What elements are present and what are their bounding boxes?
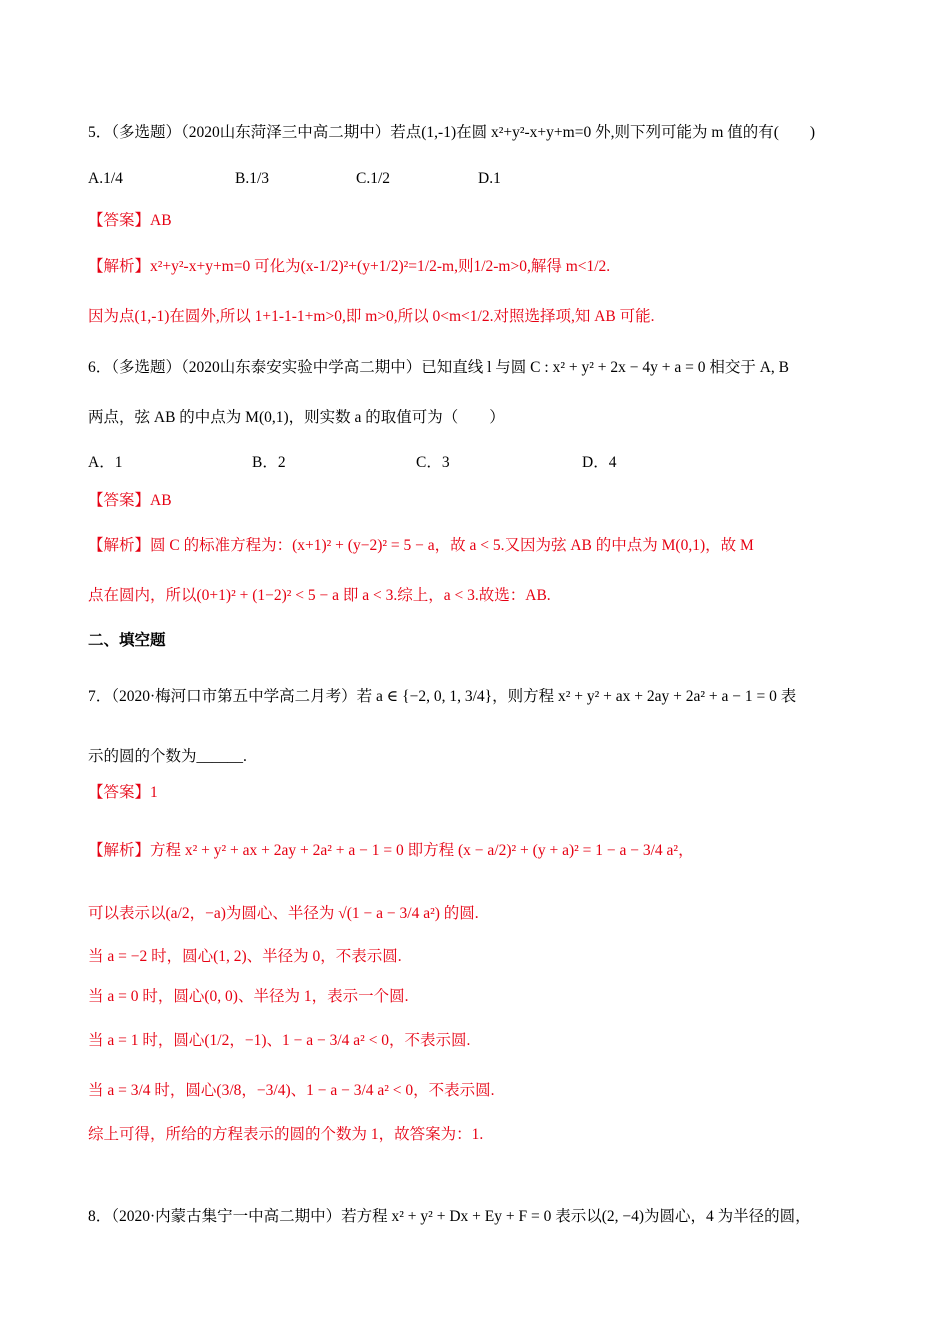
problem-5-analysis-2: 因为点(1,-1)在圆外,所以 1+1-1-1+m>0,即 m>0,所以 0<m<1/2.对照选择项,知 AB 可能. bbox=[88, 308, 655, 325]
problem-6-stem-1: 6．（多选题）（2020山东泰安实验中学高二期中）已知直线 l 与圆 C : x² + y² + 2x − 4y + a = 0 相交于 A, B bbox=[88, 359, 789, 376]
problem-5-answer: 【答案】AB bbox=[88, 212, 172, 229]
problem-7-conclusion: 综上可得，所给的方程表示的圆的个数为 1，故答案为：1. bbox=[88, 1126, 484, 1143]
problem-7-stem-1: 7．（2020·梅河口市第五中学高二月考）若 a ∈ {−2, 0, 1, 3/4}，则方程 x² + y² + ax + 2ay + 2a² + a − 1 = 0 表 bbox=[88, 688, 797, 705]
problem-7-case-4: 当 a = 3/4 时，圆心(3/8，−3/4)、1 − a − 3/4 a² < 0，不表示圆. bbox=[88, 1082, 495, 1099]
problem-7-case-1: 当 a = −2 时，圆心(1, 2)、半径为 0，不表示圆. bbox=[88, 948, 402, 965]
problem-6-option-a: A．1 bbox=[88, 454, 123, 471]
problem-6-stem-2: 两点，弦 AB 的中点为 M(0,1)，则实数 a 的取值可为（ ） bbox=[88, 409, 505, 426]
problem-7-case-3: 当 a = 1 时，圆心(1/2，−1)、1 − a − 3/4 a² < 0，不表示圆. bbox=[88, 1032, 471, 1049]
problem-7-case-2: 当 a = 0 时，圆心(0, 0)、半径为 1，表示一个圆. bbox=[88, 988, 409, 1005]
problem-7-analysis-2: 可以表示以(a/2，−a)为圆心、半径为 √(1 − a − 3/4 a²) 的圆. bbox=[88, 905, 479, 922]
problem-7-stem-2: 示的圆的个数为______. bbox=[88, 748, 247, 765]
problem-5-option-c: C.1/2 bbox=[356, 170, 391, 187]
problem-5-option-b: B.1/3 bbox=[235, 170, 270, 187]
section-heading: 二、填空题 bbox=[88, 632, 166, 649]
problem-5-stem: 5．（多选题）（2020山东菏泽三中高二期中）若点(1,-1)在圆 x²+y²-x+y+m=0 外,则下列可能为 m 值的有( ) bbox=[88, 124, 816, 141]
problem-5-option-a: A.1/4 bbox=[88, 170, 123, 187]
problem-6-option-c: C．3 bbox=[416, 454, 450, 471]
problem-6-option-d: D．4 bbox=[582, 454, 617, 471]
problem-6-analysis-1: 【解析】圆 C 的标准方程为：(x+1)² + (y−2)² = 5 − a，故 a < 5.又因为弦 AB 的中点为 M(0,1)，故 M bbox=[88, 537, 754, 554]
problem-6-answer: 【答案】AB bbox=[88, 492, 172, 509]
problem-7-analysis-1: 【解析】方程 x² + y² + ax + 2ay + 2a² + a − 1 = 0 即方程 (x − a/2)² + (y + a)² = 1 − a − 3/4 a²， bbox=[88, 842, 694, 859]
problem-6-analysis-2: 点在圆内，所以(0+1)² + (1−2)² < 5 − a 即 a < 3.综上，a < 3.故选：AB. bbox=[88, 587, 551, 604]
problem-7-answer: 【答案】1 bbox=[88, 784, 158, 801]
problem-5-option-d: D.1 bbox=[478, 170, 501, 187]
problem-8-stem: 8．（2020·内蒙古集宁一中高二期中）若方程 x² + y² + Dx + Ey + F = 0 表示以(2, −4)为圆心，4 为半径的圆， bbox=[88, 1208, 811, 1225]
problem-6-option-b: B．2 bbox=[252, 454, 286, 471]
problem-5-analysis-1: 【解析】x²+y²-x+y+m=0 可化为(x-1/2)²+(y+1/2)²=1/2-m,则1/2-m>0,解得 m<1/2. bbox=[88, 258, 611, 275]
